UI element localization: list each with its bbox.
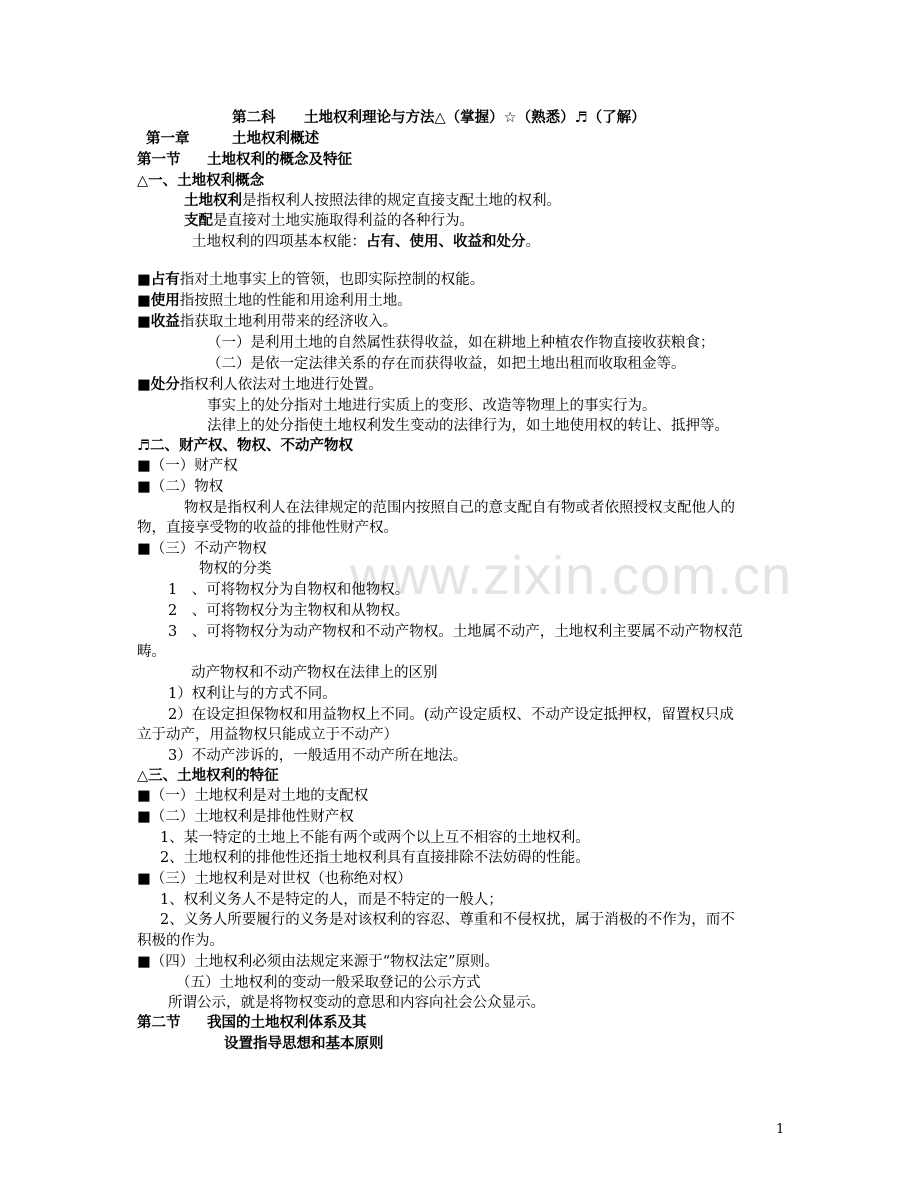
classification-heading: 物权的分类 [199, 561, 272, 577]
classification-3a: 3 、可将物权分为动产物权和不动产物权。土地属不动产，土地权利主要属不动产物权范 [168, 624, 743, 640]
feature-2-point-1: 1、某一特定的土地上不能有两个或两个以上互不相容的土地权利。 [160, 830, 590, 846]
watermark: www.zixin.com.cn [350, 546, 793, 606]
feature-1: ■（一）土地权利是对土地的支配权 [137, 788, 369, 804]
term: 支配 [184, 213, 213, 229]
power-text: 指权利人依法对土地进行处置。 [179, 377, 383, 393]
term: ■收益 [137, 314, 180, 330]
section2-title-1: 我国的土地权利体系及其 [207, 1015, 367, 1031]
feature-4: ■（四）土地权利必须由法规定来源于“物权法定”原则。 [137, 954, 500, 970]
difference-2a: 2）在设定担保物权和用益物权上不同。(动产设定质权、不动产设定抵押权，留置权只成 [168, 707, 734, 723]
heading-land-rights-features: △三、土地权利的特征 [137, 768, 279, 784]
feature-3-point-2b: 积极的作为。 [137, 933, 224, 949]
four-powers-line [192, 232, 540, 252]
chapter-label: 第一章 [146, 131, 190, 147]
disposal-factual: 事实上的处分指对土地进行实质上的变形、改造等物理上的事实行为。 [207, 398, 657, 414]
feature-3-point-1: 1、权利义务人不是特定的人，而是不特定的一般人； [160, 892, 503, 908]
classification-1: 1 、可将物权分为自物权和他物权。 [168, 582, 410, 598]
section-label: 第一节 [137, 152, 181, 168]
term: ■使用 [137, 293, 180, 309]
real-right-definition-2: 物，直接享受物的收益的排他性财产权。 [137, 520, 398, 536]
power-disposal [137, 375, 383, 395]
section-title: 土地权利的概念及特征 [207, 152, 352, 168]
disposal-legal: 法律上的处分指使土地权利发生变动的法律行为，如土地使用权的转让、抵押等。 [207, 418, 729, 434]
difference-heading: 动产物权和不动产物权在法律上的区别 [191, 665, 438, 681]
chapter-title: 土地权利概述 [232, 131, 319, 147]
definition-text: 是直接对土地实施取得利益的各种行为。 [213, 213, 474, 229]
doc-title: 土地权利理论与方法△（掌握）☆（熟悉）♬（了解） [304, 110, 646, 126]
feature-2-point-2: 2、土地权利的排他性还指土地权利具有直接排除不法妨碍的性能。 [160, 850, 590, 866]
difference-3: 3）不动产涉诉的，一般适用不动产所在地法。 [168, 748, 468, 764]
feature-5-explanation: 所谓公示，就是将物权变动的意思和内容向社会公众显示。 [168, 995, 545, 1011]
feature-2: ■（二）土地权利是排他性财产权 [137, 809, 354, 825]
power-income [137, 312, 397, 332]
power-text: 指获取土地利用带来的经济收入。 [179, 314, 398, 330]
power-possession [137, 270, 484, 290]
page-number: 1 [776, 1122, 785, 1137]
classification-2: 2 、可将物权分为主物权和从物权。 [168, 603, 410, 619]
real-right-definition-1: 物权是指权利人在法律规定的范围内按照自己的意支配自有物或者依照授权支配他人的 [184, 500, 735, 516]
powers-list: 占有、使用、收益和处分 [366, 234, 526, 250]
doc-title-label: 第二科 [232, 110, 276, 126]
income-item-2: （二）是依一定法律关系的存在而获得收益，如把土地出租而收取租金等。 [207, 356, 686, 372]
definition-land-rights [184, 191, 561, 211]
definition-text: 是指权利人按照法律的规定直接支配土地的权利。 [242, 193, 561, 209]
power-text: 指按照土地的性能和用途利用土地。 [179, 293, 412, 309]
income-item-1: （一）是利用土地的自然属性获得收益，如在耕地上种植农作物直接收获粮食； [207, 335, 715, 351]
feature-3: ■（三）土地权利是对世权（也称绝对权） [137, 871, 412, 887]
difference-2b: 立于动产，用益物权只能成立于不动产） [137, 727, 398, 743]
term: 土地权利 [184, 193, 242, 209]
section2-label: 第二节 [137, 1015, 181, 1031]
term: ■占有 [137, 272, 180, 288]
feature-5: （五）土地权利的变动一般采取登记的公示方式 [176, 975, 481, 991]
heading-land-rights-concept: △一、土地权利概念 [137, 173, 265, 189]
power-text: 指对土地事实上的管领，也即实际控制的权能。 [179, 272, 485, 288]
item-real-right: ■（二）物权 [137, 479, 224, 495]
term: ■处分 [137, 377, 180, 393]
powers-lead: 土地权利的四项基本权能： [192, 234, 366, 250]
power-use [137, 291, 412, 311]
powers-end: 。 [525, 234, 540, 250]
definition-control [184, 211, 474, 231]
item-immovable-right: ■（三）不动产物权 [137, 541, 267, 557]
item-property-right: ■（一）财产权 [137, 458, 238, 474]
difference-1: 1）权利让与的方式不同。 [168, 686, 337, 702]
classification-3b: 畴。 [137, 644, 166, 660]
heading-property-rights: ♬二、财产权、物权、不动产物权 [137, 438, 353, 454]
section2-title-2: 设置指导思想和基本原则 [224, 1036, 384, 1052]
feature-3-point-2a: 2、义务人所要履行的义务是对该权利的容忍、尊重和不侵权扰，属于消极的不作为，而不 [160, 912, 735, 928]
